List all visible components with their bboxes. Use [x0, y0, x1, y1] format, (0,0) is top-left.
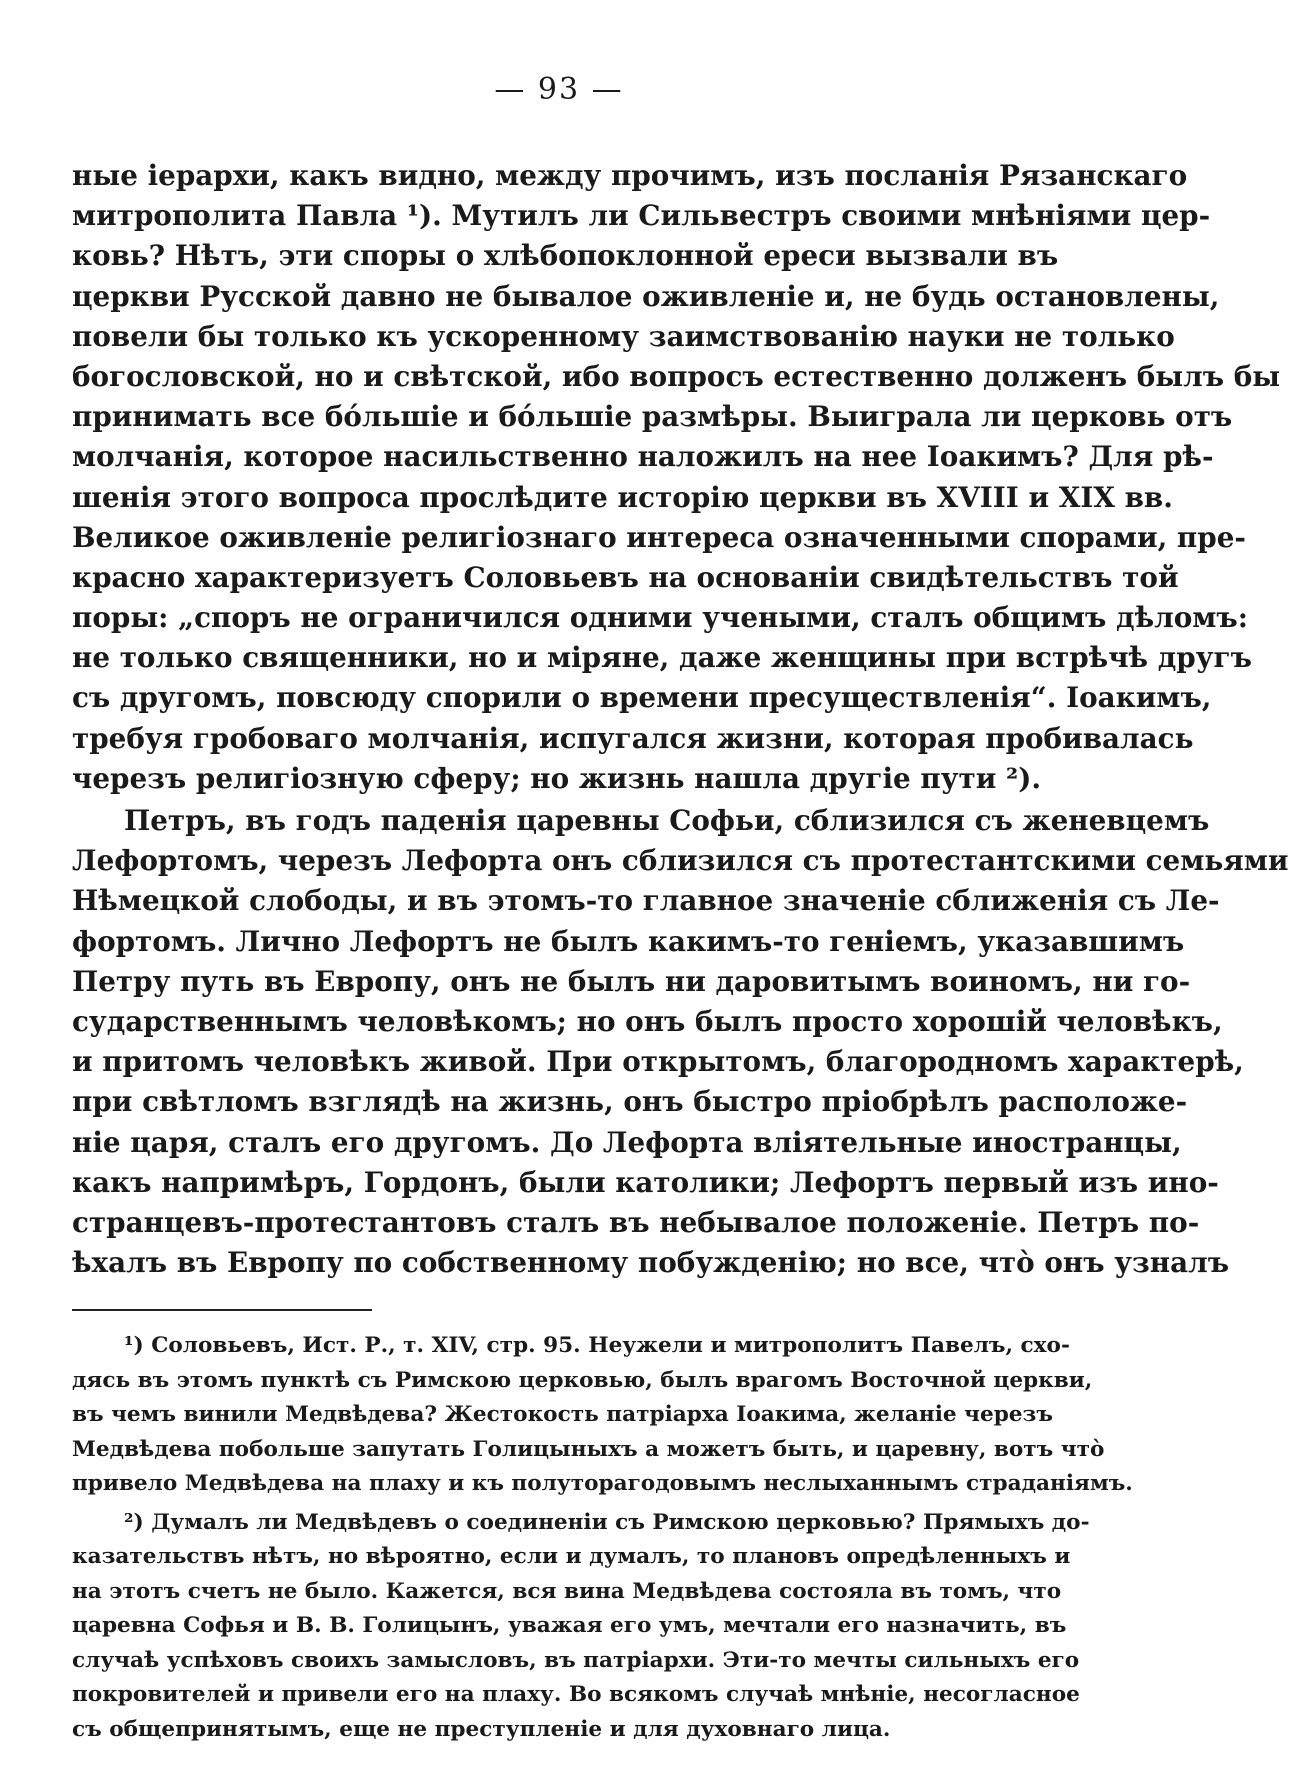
text-line: ковь? Нѣтъ, эти споры о хлѣбопоклонной ереси вызвали въ [72, 239, 1059, 273]
footnote-divider [72, 1309, 372, 1311]
text-line: поры: „споръ не ограничился одними учеными, сталъ общимъ дѣломъ: [72, 601, 1248, 635]
main-text [72, 156, 1289, 1283]
text-line: не только священники, но и мiряне, даже женщины при встрѣчѣ другъ [72, 641, 1252, 675]
footnote-line: ¹) Соловьевъ, Ист. Р., т. XIV, стр. 95. Неужели и митрополитъ Павелъ, схо- [124, 1333, 1070, 1359]
text-line: принимать все бóльшiе и бóльшiе размѣры. Выиграла ли церковь отъ [72, 400, 1233, 434]
text-line: съ другомъ, повсюду спорили о времени пресуществленiя“. Iоакимъ, [72, 681, 1212, 715]
text-line: черезъ религiозную сферу; но жизнь нашла другiе пути ²). [72, 761, 1042, 795]
text-line: нiе царя, сталъ его другомъ. До Лефорта влiятельные иностранцы, [72, 1125, 1182, 1159]
text-line: Петръ, въ годъ паденiя царевны Софьи, сблизился съ женевцемъ [124, 804, 1210, 837]
footnote-line: покровителей и привели его на плаху. Во всякомъ случаѣ мнѣнiе, несогласное [72, 1682, 1080, 1708]
text-line: странцевъ-протестантовъ сталъ въ небывалое положенiе. Петръ по- [72, 1205, 1200, 1239]
footnote-line: казательствъ нѣтъ, но вѣроятно, если и думалъ, то плановъ опредѣленныхъ и [72, 1544, 1071, 1570]
text-line: ные iерархи, какъ видно, между прочимъ, изъ посланiя Рязанскаго [72, 159, 1188, 192]
text-line: красно характеризуетъ Соловьевъ на основанiи свидѣтельствъ той [72, 560, 1179, 594]
text-line: и притомъ человѣкъ живой. При открытомъ, благородномъ характерѣ, [72, 1045, 1244, 1079]
footnote-line: дясь въ этомъ пунктѣ съ Римскою церковью, былъ врагомъ Восточной церкви, [72, 1367, 1093, 1393]
footnote-line: съ общепринятымъ, еще не преступленiе и для духовнаго лица. [72, 1716, 891, 1742]
page-number: — 93 — [494, 72, 624, 107]
text-line: фортомъ. Лично Лефортъ не былъ какимъ-то генiемъ, указавшимъ [72, 924, 1185, 958]
text-line: требуя гробоваго молчанiя, испугался жизни, которая пробивалась [72, 721, 1194, 755]
footnote-2 [72, 1506, 1090, 1748]
footnote-1 [72, 1329, 1133, 1502]
text-line: митрополита Павла ¹). Мутилъ ли Сильвестръ своими мнѣнiями цер- [72, 199, 1211, 233]
text-line: богословской, но и свѣтской, ибо вопросъ естественно долженъ былъ бы [72, 359, 1281, 393]
footnote-line: ²) Думалъ ли Медвѣдевъ о соединенiи съ Римскою церковью? Прямыхъ до- [124, 1509, 1090, 1535]
footnote-line: Медвѣдева побольше запутать Голицыныхъ а можетъ быть, и царевну, вотъ чтò [72, 1436, 1105, 1462]
footnote-line: привело Медвѣдева на плаху и къ полуторагодовымъ неслыханнымъ страданiямъ. [72, 1471, 1133, 1497]
text-line: какъ напримѣръ, Гордонъ, были католики; Лефортъ первый изъ ино- [72, 1165, 1219, 1199]
text-line: Великое оживленiе религiознаго интереса означенными спорами, пре- [72, 520, 1246, 554]
text-line: молчанiя, которое насильственно наложилъ на нее Iоакимъ? Для рѣ- [72, 440, 1214, 474]
text-line: ѣхалъ въ Европу по собственному побужденiю; но все, чтò онъ узналъ [72, 1246, 1230, 1280]
text-line: повели бы только къ ускоренному заимствованiю науки не только [72, 319, 1175, 353]
footnote-line: случаѣ успѣховъ своихъ замысловъ, въ патрiархи. Эти-то мечты сильныхъ его [72, 1647, 1080, 1673]
paragraph-2 [72, 801, 1289, 1283]
text-line: шенiя этого вопроса прослѣдите исторiю церкви въ XVIII и XIX вв. [72, 480, 1173, 514]
footnote-line: въ чемъ винили Медвѣдева? Жестокость патрiарха Iоакима, желанiе черезъ [72, 1402, 1053, 1428]
footnote-line: на этотъ счетъ не было. Кажется, вся вина Медвѣдева состояла въ томъ, что [72, 1578, 1062, 1604]
text-line: церкви Русской давно не бывалое оживленiе и, не будь остановлены, [72, 279, 1220, 313]
text-line: Лефортомъ, черезъ Лефорта онъ сблизился съ протестантскими семьями [72, 844, 1289, 878]
text-line: Нѣмецкой слободы, и въ этомъ-то главное значенiе сближенiя съ Ле- [72, 884, 1220, 918]
footnote-line: царевна Софья и В. В. Голицынъ, уважая его умъ, мечтали его назначить, въ [72, 1613, 1067, 1639]
footnotes [72, 1329, 1133, 1747]
book-page [72, 70, 1289, 1747]
text-line: при свѣтломъ взглядѣ на жизнь, онъ быстро прiобрѣлъ расположе- [72, 1085, 1188, 1119]
text-line: Петру путь въ Европу, онъ не былъ ни даровитымъ воиномъ, ни го- [72, 964, 1191, 998]
paragraph-1 [72, 156, 1281, 799]
text-line: сударственнымъ человѣкомъ; но онъ былъ просто хорошiй человѣкъ, [72, 1004, 1223, 1038]
